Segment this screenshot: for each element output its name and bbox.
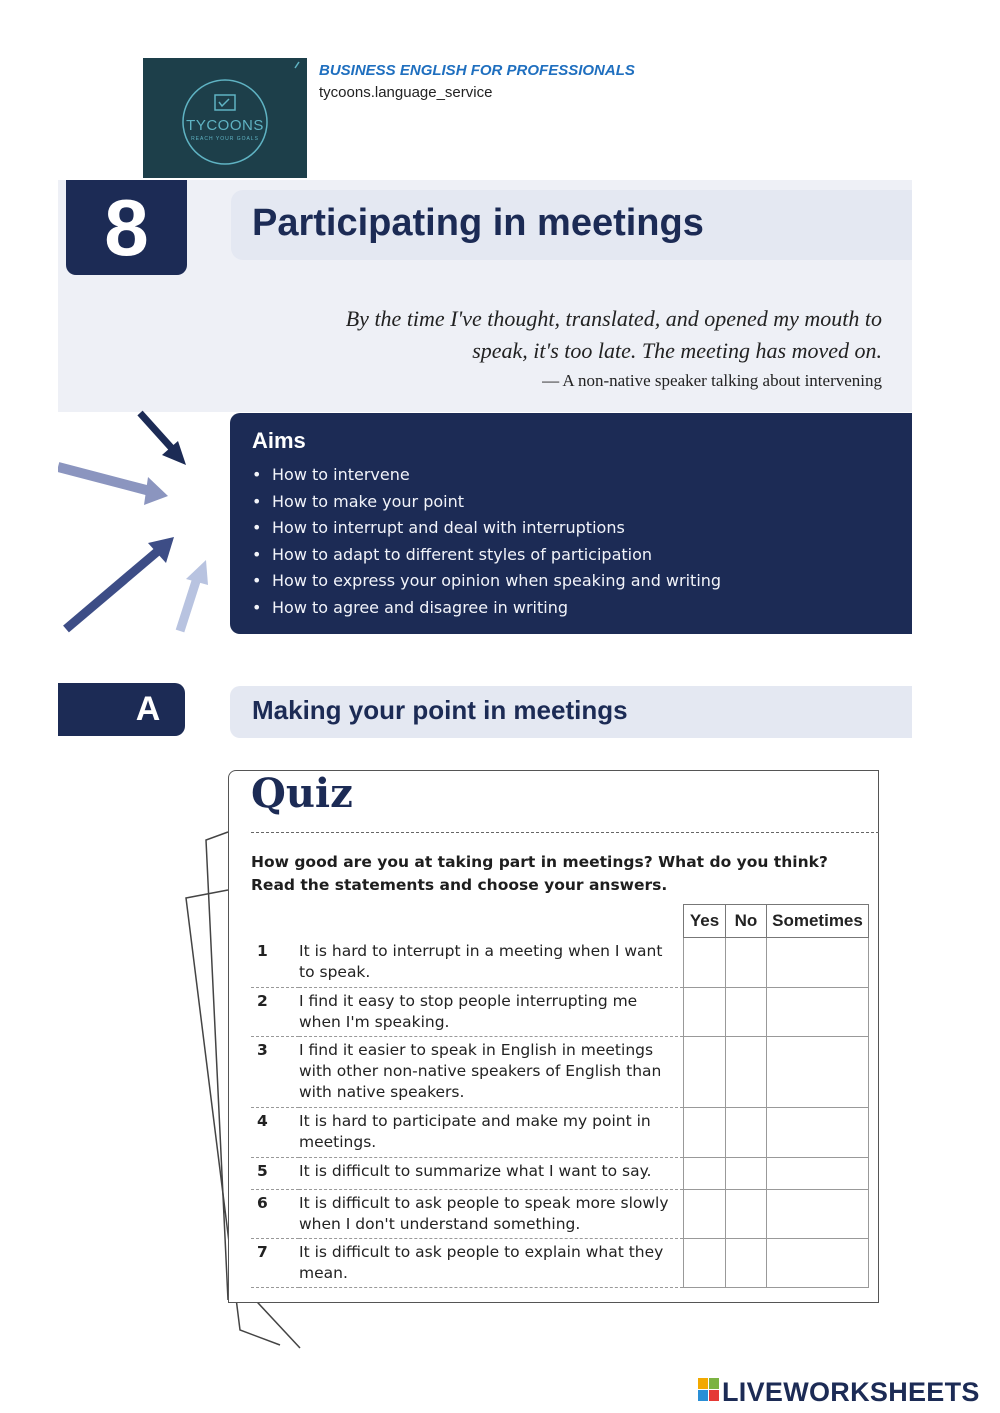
answer-sometimes-cell[interactable] <box>767 1239 869 1288</box>
answer-sometimes-cell[interactable] <box>767 1190 869 1239</box>
quiz-title: Quiz <box>251 770 353 817</box>
statement-text: It is difficult to ask people to explain what they mean. <box>299 1239 684 1288</box>
logo-tagline: REACH YOUR GOALS <box>191 136 259 142</box>
answer-yes-cell[interactable] <box>684 1239 726 1288</box>
statement-number: 4 <box>251 1108 299 1158</box>
section-letter: A <box>135 690 161 728</box>
answer-sometimes-cell[interactable] <box>767 1037 869 1108</box>
quiz-row <box>251 1108 869 1158</box>
quiz-instructions: How good are you at taking part in meetings? What do you think? Read the statements and choose your answers. <box>251 853 828 894</box>
quote-line-1: By the time I've thought, translated, and opened my mouth to <box>345 306 882 331</box>
aims-item: • How to intervene <box>252 462 721 489</box>
answer-yes-cell[interactable] <box>684 1158 726 1190</box>
bullet-icon: • <box>252 571 262 591</box>
quiz-row <box>251 938 869 988</box>
answer-yes-cell[interactable] <box>684 938 726 988</box>
bullet-icon: • <box>252 491 262 511</box>
statement-text: I find it easy to stop people interrupting me when I'm speaking. <box>299 988 684 1037</box>
quote-source: — A non-native speaker talking about intervening <box>542 371 882 390</box>
answer-sometimes-cell[interactable] <box>767 1158 869 1190</box>
answer-no-cell[interactable] <box>726 1239 767 1288</box>
aims-item: • How to make your point <box>252 489 721 516</box>
aims-list <box>252 462 721 622</box>
answer-no-cell[interactable] <box>726 988 767 1037</box>
answer-yes-cell[interactable] <box>684 1037 726 1108</box>
arrows-decoration-icon <box>58 405 233 637</box>
section-title: Making your point in meetings <box>252 695 628 725</box>
liveworksheets-logo-icon <box>698 1378 720 1402</box>
brand-handle: tycoons.language_service <box>319 84 493 101</box>
statement-number: 6 <box>251 1190 299 1239</box>
answer-sometimes-cell[interactable] <box>767 938 869 988</box>
unit-quote <box>282 303 882 367</box>
header-spacer <box>251 905 684 938</box>
answer-sometimes-cell[interactable] <box>767 1108 869 1158</box>
aims-item: • How to express your opinion when speaking and writing <box>252 568 721 595</box>
answer-no-cell[interactable] <box>726 1108 767 1158</box>
answer-no-cell[interactable] <box>726 1037 767 1108</box>
quiz-row <box>251 1037 869 1108</box>
statement-text: I find it easier to speak in English in meetings with other non-native speakers of English than with native speakers. <box>299 1037 684 1108</box>
quiz-row <box>251 1158 869 1190</box>
statement-text: It is hard to interrupt in a meeting when I want to speak. <box>299 938 684 988</box>
statement-text: It is difficult to ask people to speak more slowly when I don't understand something. <box>299 1190 684 1239</box>
aims-item: • How to agree and disagree in writing <box>252 595 721 622</box>
answer-no-cell[interactable] <box>726 938 767 988</box>
aims-item: • How to adapt to different styles of participation <box>252 542 721 569</box>
column-yes: Yes <box>684 905 726 938</box>
statement-number: 3 <box>251 1037 299 1108</box>
statement-number: 2 <box>251 988 299 1037</box>
answer-no-cell[interactable] <box>726 1158 767 1190</box>
statement-number: 5 <box>251 1158 299 1190</box>
logo-text: TYCOONS <box>186 117 264 134</box>
bullet-icon: • <box>252 518 262 538</box>
tycoons-logo <box>143 58 307 178</box>
quiz-row <box>251 1190 869 1239</box>
answer-yes-cell[interactable] <box>684 988 726 1037</box>
liveworksheets-brand[interactable]: LIVEWORKSHEETS <box>722 1377 980 1407</box>
aims-title: Aims <box>252 428 306 453</box>
statement-number: 7 <box>251 1239 299 1288</box>
answer-yes-cell[interactable] <box>684 1190 726 1239</box>
quiz-table <box>251 904 869 1288</box>
quote-line-2: speak, it's too late. The meeting has moved on. <box>472 338 882 363</box>
bullet-icon: • <box>252 544 262 564</box>
bullet-icon: • <box>252 597 262 617</box>
column-sometimes: Sometimes <box>767 905 869 938</box>
quiz-divider <box>251 832 879 833</box>
bullet-icon: • <box>252 465 262 484</box>
statement-text: It is hard to participate and make my point in meetings. <box>299 1108 684 1158</box>
column-no: No <box>726 905 767 938</box>
quiz-row <box>251 1239 869 1288</box>
statement-number: 1 <box>251 938 299 988</box>
statement-text: It is difficult to summarize what I want to say. <box>299 1158 684 1190</box>
quiz-header-row <box>251 905 869 938</box>
answer-sometimes-cell[interactable] <box>767 988 869 1037</box>
unit-number: 8 <box>104 183 149 272</box>
brand-title: BUSINESS ENGLISH FOR PROFESSIONALS <box>319 62 635 79</box>
aims-item: • How to interrupt and deal with interruptions <box>252 515 721 542</box>
answer-yes-cell[interactable] <box>684 1108 726 1158</box>
unit-title: Participating in meetings <box>252 202 704 244</box>
answer-no-cell[interactable] <box>726 1190 767 1239</box>
quiz-row <box>251 988 869 1037</box>
